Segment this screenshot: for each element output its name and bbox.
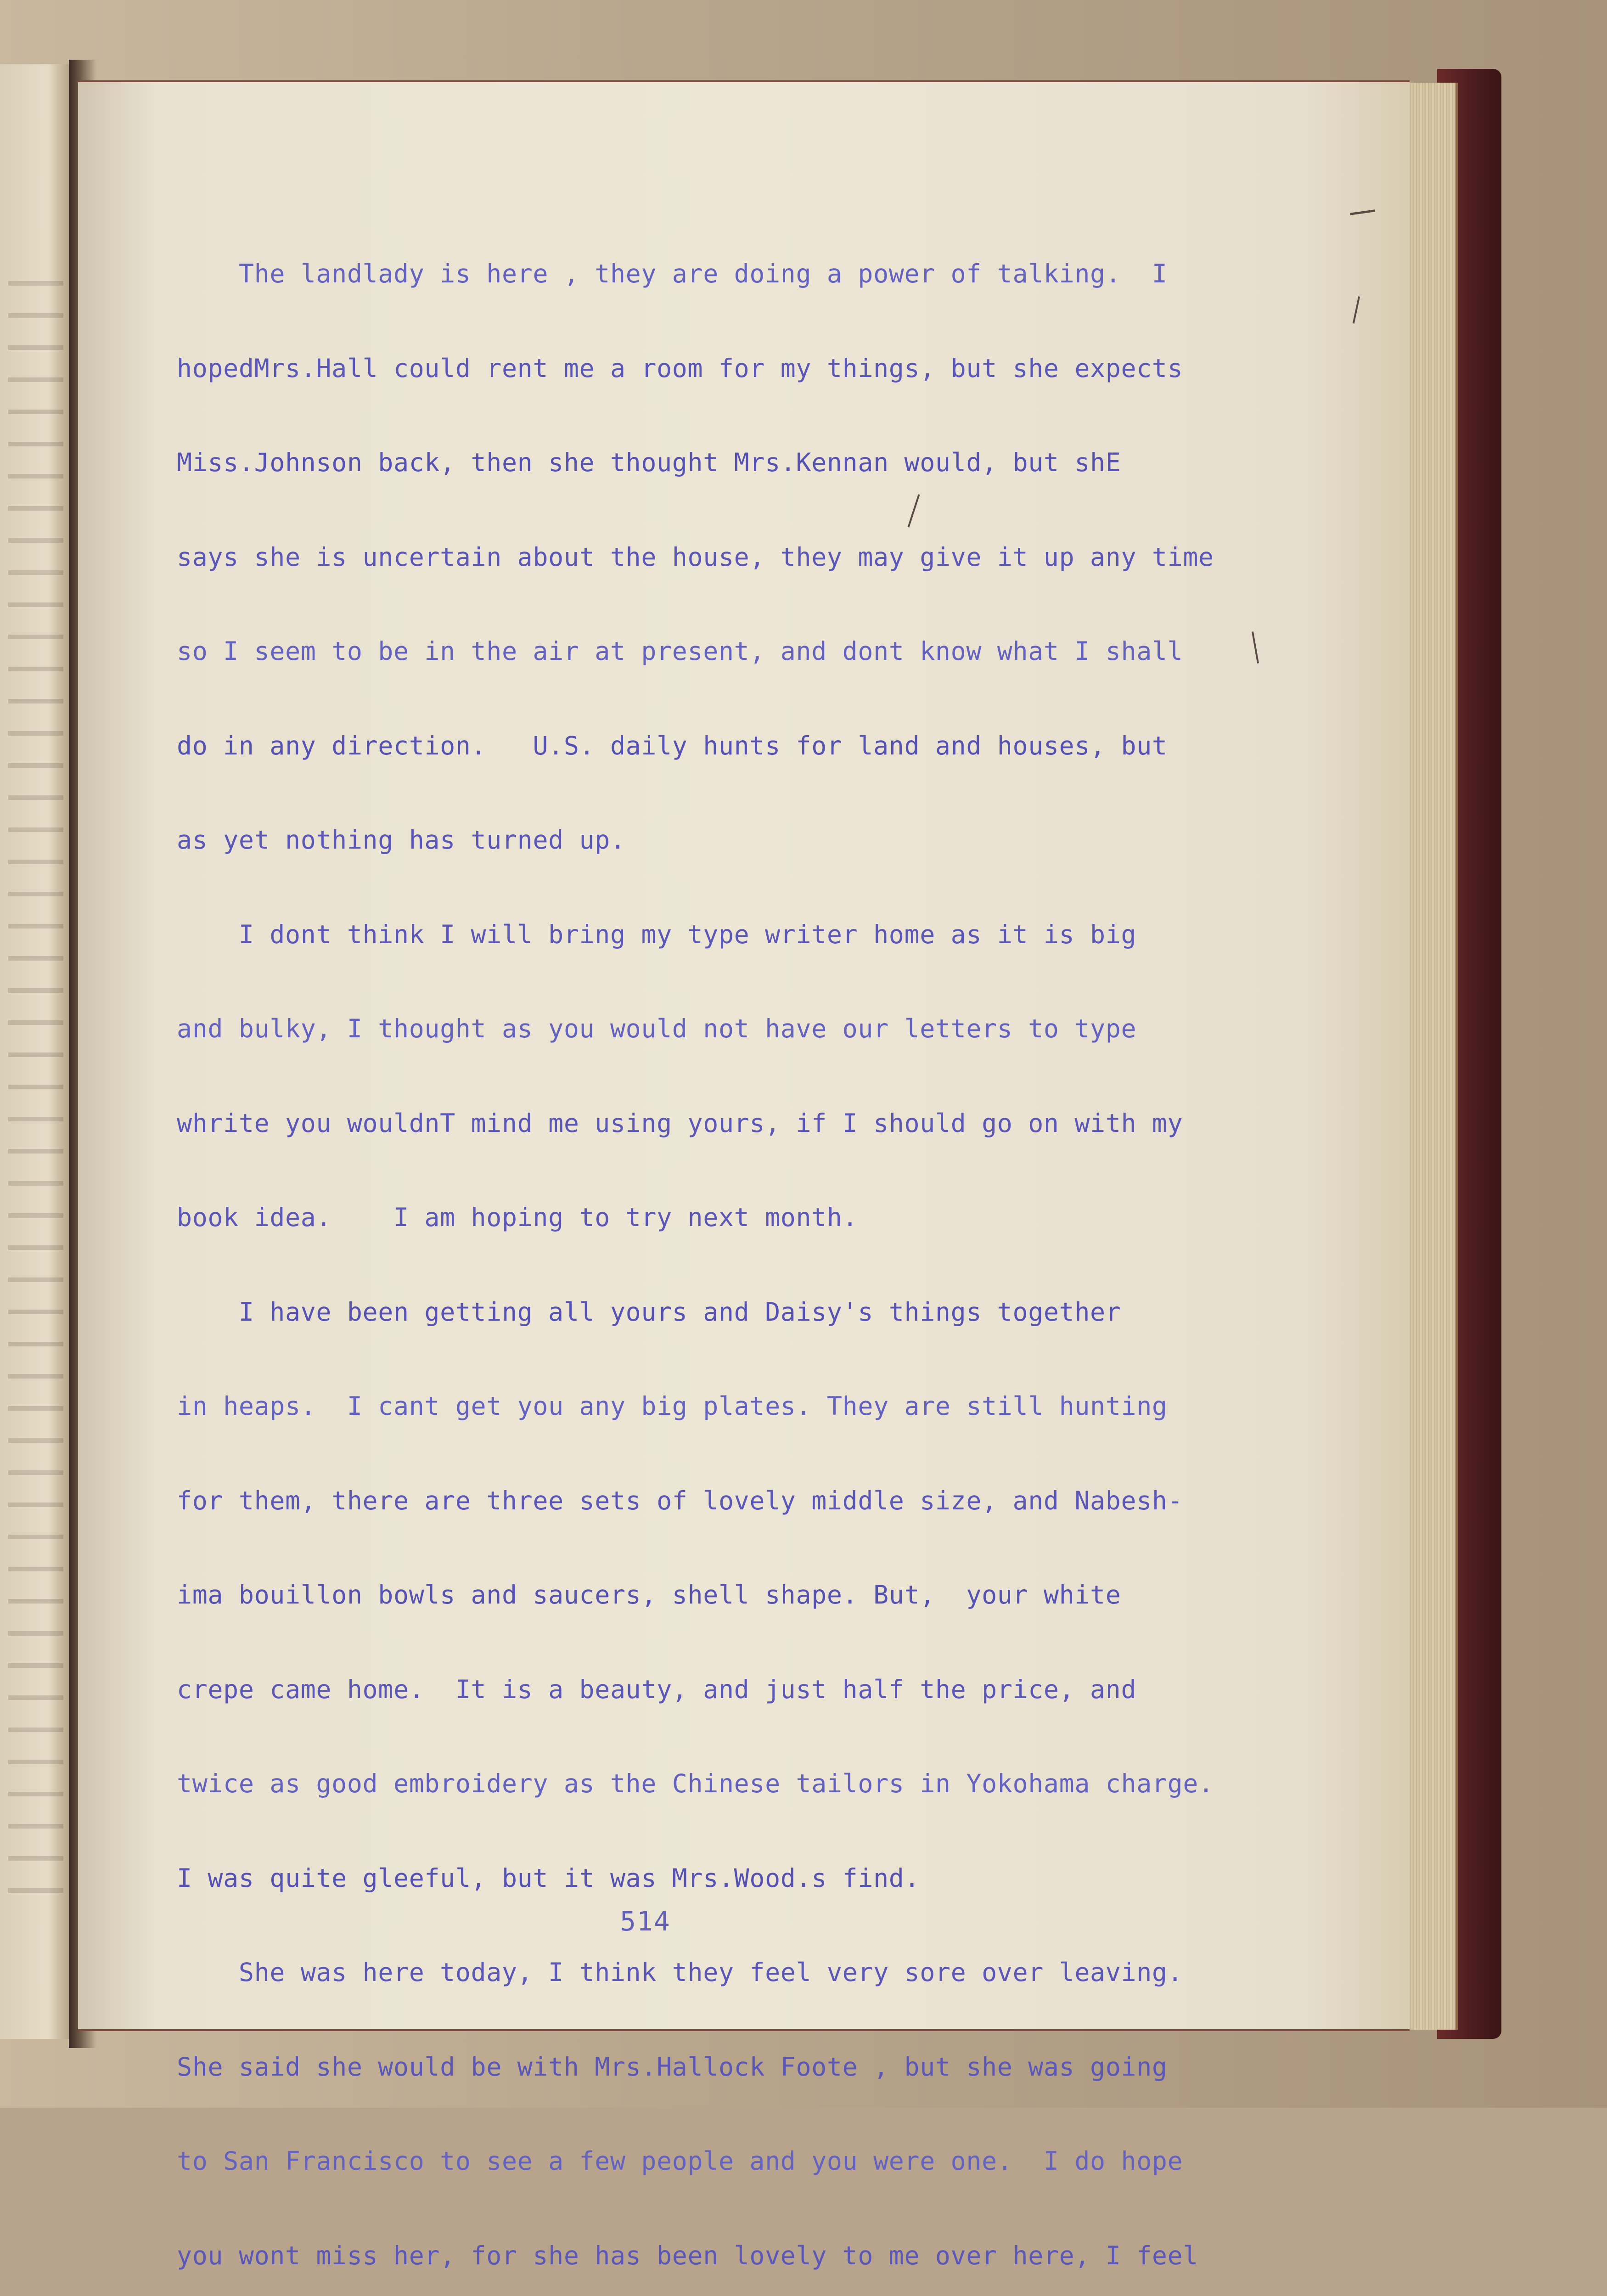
letter-line: you wont miss her, for she has been lovely to me over here, I feel — [177, 2240, 1199, 2270]
letter-line: whrite you wouldnT mind me using yours, if I should go on with my — [177, 1108, 1183, 1138]
letter-line: so I seem to be in the air at present, and dont know what I shall — [177, 636, 1183, 666]
letter-line: I was quite gleeful, but it was Mrs.Wood.s find. — [177, 1863, 920, 1893]
left-page-text-fragment — [8, 257, 63, 1910]
letter-line: I dont think I will bring my type writer home as it is big — [177, 919, 1137, 949]
letter-line: ima bouillon bowls and saucers, shell shape. But, your white — [177, 1580, 1121, 1609]
letter-line: She was here today, I think they feel very sore over leaving. — [177, 1958, 1183, 1987]
letter-line: She said she would be with Mrs.Hallock Foote , but she was going — [177, 2052, 1168, 2082]
letter-line: twice as good embroidery as the Chinese tailors in Yokohama charge. — [177, 1769, 1214, 1798]
letter-line: crepe came home. It is a beauty, and just half the price, and — [177, 1674, 1137, 1704]
letter-line: hopedMrs.Hall could rent me a room for my things, but she expects — [177, 353, 1183, 383]
page-number: 514 — [620, 1906, 671, 1937]
letter-line: in heaps. I cant get you any big plates. They are still hunting — [177, 1391, 1168, 1421]
letter-line: and bulky, I thought as you would not have our letters to type — [177, 1014, 1137, 1043]
letter-line: Miss.Johnson back, then she thought Mrs.Kennan would, but shE — [177, 448, 1121, 477]
letter-body — [177, 195, 1416, 2296]
letter-line: says she is uncertain about the house, they may give it up any time — [177, 542, 1214, 572]
letter-line: I have been getting all yours and Daisy's things together — [177, 1297, 1121, 1327]
letter-line: The landlady is here , they are doing a power of talking. I — [177, 259, 1168, 288]
letter-line: to San Francisco to see a few people and you were one. I do hope — [177, 2146, 1183, 2176]
letter-line: book idea. I am hoping to try next month. — [177, 1203, 858, 1232]
letter-line: do in any direction. U.S. daily hunts for land and houses, but — [177, 731, 1168, 760]
letter-line: for them, there are three sets of lovely middle size, and Nabesh- — [177, 1486, 1183, 1515]
left-facing-page — [0, 64, 69, 2039]
letter-line: as yet nothing has turned up. — [177, 825, 626, 855]
